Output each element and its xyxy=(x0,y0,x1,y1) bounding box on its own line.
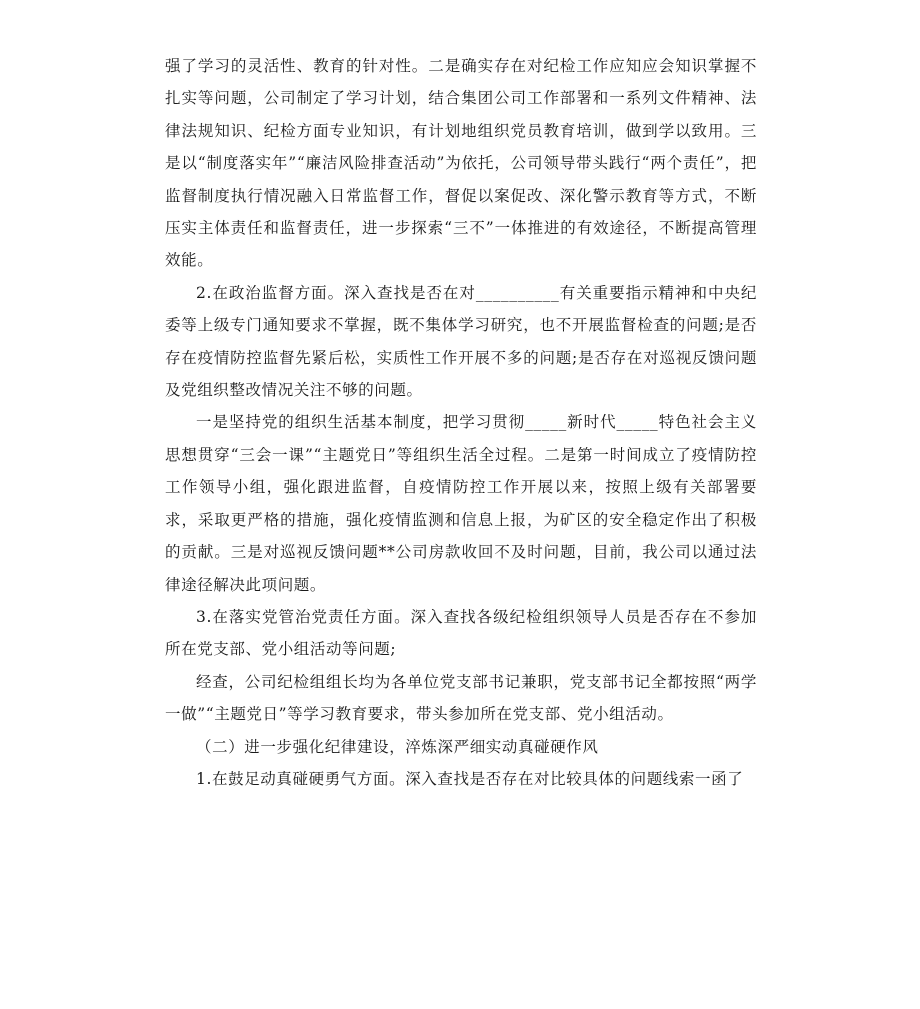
paragraph-7: 1.在鼓足动真碰硬勇气方面。深入查找是否存在对比较具体的问题线索一函了 xyxy=(196,769,744,788)
section-heading: （二）进一步强化纪律建设，淬炼深严细实动真碰硬作风 xyxy=(196,737,599,756)
paragraph-5: 经查，公司纪检组组长均为各单位党支部书记兼职，党支部书记全都按照“两学一做”“主题党日”等学习教育要求，带头参加所在党支部、党小组活动。 xyxy=(165,672,757,724)
paragraph-1: 强了学习的灵活性、教育的针对性。二是确实存在对纪检工作应知应会知识掌握不扎实等问题，公司制定了学习计划，结合集团公司工作部署和一系列文件精神、法律法规知识、纪检方面专业知识，有计划地组织党员教育培训，做到学以致用。三是以“制度落实年”“廉洁风险排查活动”为依托，公司领导带头践行“两个责任”，把监督制度执行情况融入日常监督工作，督促以案促改、深化警示教育等方式，不断压实主体责任和监督责任，进一步探索“三不”一体推进的有效途径，不断提高管理效能。 xyxy=(165,57,757,270)
paragraph-3: 一是坚持党的组织生活基本制度，把学习贯彻_____新时代_____特色社会主义思想贯穿“三会一课”“主题党日”等组织生活全过程。二是第一时间成立了疫情防控工作领导小组，强化跟进监督，自疫情防控工作开展以来，按照上级有关部署要求，采取更严格的措施，强化疫情监测和信息上报，为矿区的安全稳定作出了积极的贡献。三是对巡视反馈问题**公司房款收回不及时问题，目前，我公司以通过法律途径解决此项问题。 xyxy=(165,413,757,594)
paragraph-2: 2.在政治监督方面。深入查找是否在对__________有关重要指示精神和中央纪委等上级专门通知要求不掌握，既不集体学习研究，也不开展监督检查的问题;是否存在疫情防控监督先紧后松，实质性工作开展不多的问题;是否存在对巡视反馈问题及党组织整改情况关注不够的问题。 xyxy=(165,283,757,400)
document-body xyxy=(165,50,757,795)
paragraph-4: 3.在落实党管治党责任方面。深入查找各级纪检组织领导人员是否存在不参加所在党支部、党小组活动等问题; xyxy=(165,607,757,659)
